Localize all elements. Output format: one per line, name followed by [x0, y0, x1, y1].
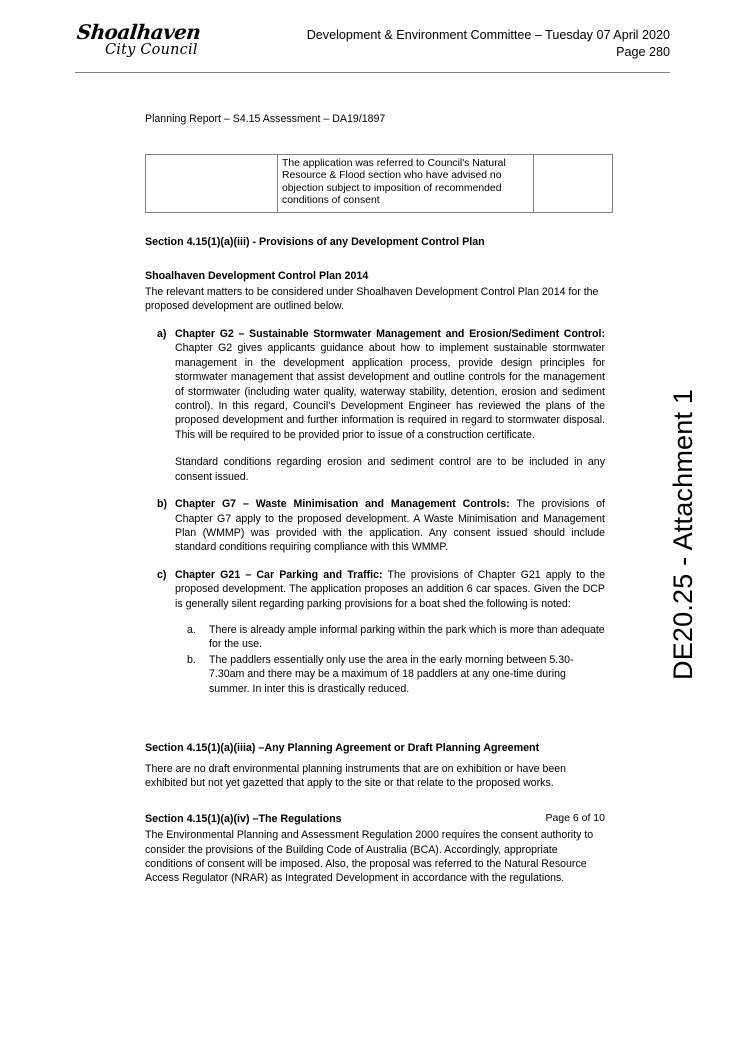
list-item-chapter-g2 — [145, 327, 605, 484]
page-header — [75, 22, 670, 74]
document-body — [145, 112, 605, 885]
sublist-marker: a. — [187, 623, 196, 636]
header-divider — [75, 72, 670, 73]
spacer — [145, 709, 605, 719]
chapter-g2-lead: Chapter G2 – Sustainable Stormwater Management and Erosion/Sediment Control: — [175, 328, 605, 341]
referral-table — [145, 154, 613, 213]
chapter-g21-sublist — [175, 623, 605, 696]
header-page-number: Page 280 — [616, 45, 670, 59]
section-heading-dcp: Section 4.15(1)(a)(iii) - Provisions of any Development Control Plan — [145, 235, 485, 248]
sublist-text: The paddlers essentially only use the area in the early morning between 5.30-7.30am and there may be a maximum of 18 paddlers at any one-time during summer. In inter this is drastically reduced. — [209, 653, 574, 695]
header-title-block — [307, 27, 670, 61]
sublist-marker: b. — [187, 653, 196, 666]
sublist-item-a — [175, 623, 605, 652]
sublist-text: There is already ample informal parking within the park which is more than adequate for the use. — [209, 623, 605, 651]
chapter-g21-body: The provisions of Chapter G21 apply to the proposed development. The application proposes an addition 6 car spaces. Given the DCP is generally silent regarding parking provisions for a boat shed the following is noted: — [175, 568, 605, 610]
chapter-g2-body: Chapter G2 gives applicants guidance about how to implement sustainable stormwater management in the development application process, provide design principles for stormwater management that assist development and outline controls for the management of stormwater (including water quality, waterway stability, detention, erosion and sediment control). In this regard, Council's Development Engineer has reviewed the plans of the proposed development and further information is required in regard to stormwater disposal. This will be required to be provided prior to issue of a construction certificate. — [175, 342, 605, 441]
table-cell-col3 — [534, 155, 613, 213]
regulations-paragraph: The Environmental Planning and Assessment Regulation 2000 requires the consent authority to consider the provisions of the Building Code of Australia (BCA). Accordingly, appropriate conditions of consent will be imposed. Also, the proposal was referred to the Natural Resource Access Regulator (NRAR) as Integrated Development in accordance with the regulations. — [145, 829, 594, 884]
chapter-g7-lead: Chapter G7 – Waste Minimisation and Management Controls: — [175, 498, 510, 511]
logo-wordmark: Shoalhaven — [75, 20, 202, 44]
chapter-g2-paragraph — [175, 327, 605, 442]
table-row — [146, 155, 613, 213]
table-cell-col2 — [278, 155, 534, 213]
attachment-label: DE20.25 - Attachment 1 — [668, 388, 698, 680]
section-heading-regulations: Section 4.15(1)(a)(iv) –The Regulations — [145, 813, 342, 826]
logo-subtext: City Council — [105, 42, 198, 58]
report-subject-line: Planning Report – S4.15 Assessment – DA19/1897 — [145, 113, 386, 125]
shoalhaven-city-council-logo — [75, 22, 225, 68]
table-cell-col1 — [146, 155, 278, 213]
chapter-g7-paragraph — [175, 497, 605, 555]
list-marker: b) — [157, 498, 167, 511]
list-item-chapter-g7 — [145, 497, 605, 555]
list-marker: c) — [157, 568, 167, 581]
referral-text: The application was referred to Council's Natural Resource & Flood section who have advised no objection subject to imposition of recommended conditions of consent — [282, 158, 506, 207]
chapter-g7-body: The provisions of Chapter G7 apply to the proposed development. A Waste Minimisation and Management Plan (WMMP) was provided with the application. Any consent issued should include standard conditions requiring compliance with this WMMP. — [175, 498, 606, 554]
chapter-g21-lead: Chapter G21 – Car Parking and Traffic: — [175, 568, 383, 581]
dcp-chapter-list — [145, 327, 605, 696]
footer-page-number: Page 6 of 10 — [545, 812, 605, 824]
committee-title: Development & Environment Committee – Tuesday 07 April 2020 — [306, 28, 670, 42]
list-item-chapter-g21 — [145, 568, 605, 696]
chapter-g21-paragraph — [175, 568, 605, 611]
planning-agreement-paragraph: There are no draft environmental planning instruments that are on exhibition or have been exhibited but not yet gazetted that apply to the site or that relate to the proposed works. — [145, 762, 567, 790]
section-heading-planning-agreement: Section 4.15(1)(a)(iiia) –Any Planning Agreement or Draft Planning Agreement — [145, 741, 540, 754]
dcp-intro-paragraph: The relevant matters to be considered under Shoalhaven Development Control Plan 2014 for the proposed development are outlined below. — [145, 285, 599, 312]
chapter-g2-paragraph-2: Standard conditions regarding erosion and sediment control are to be included in any consent issued. — [175, 456, 605, 483]
subheading-shoalhaven-dcp-2014: Shoalhaven Development Control Plan 2014 — [145, 269, 369, 282]
sublist-item-b — [175, 653, 605, 696]
list-marker: a) — [157, 328, 167, 341]
